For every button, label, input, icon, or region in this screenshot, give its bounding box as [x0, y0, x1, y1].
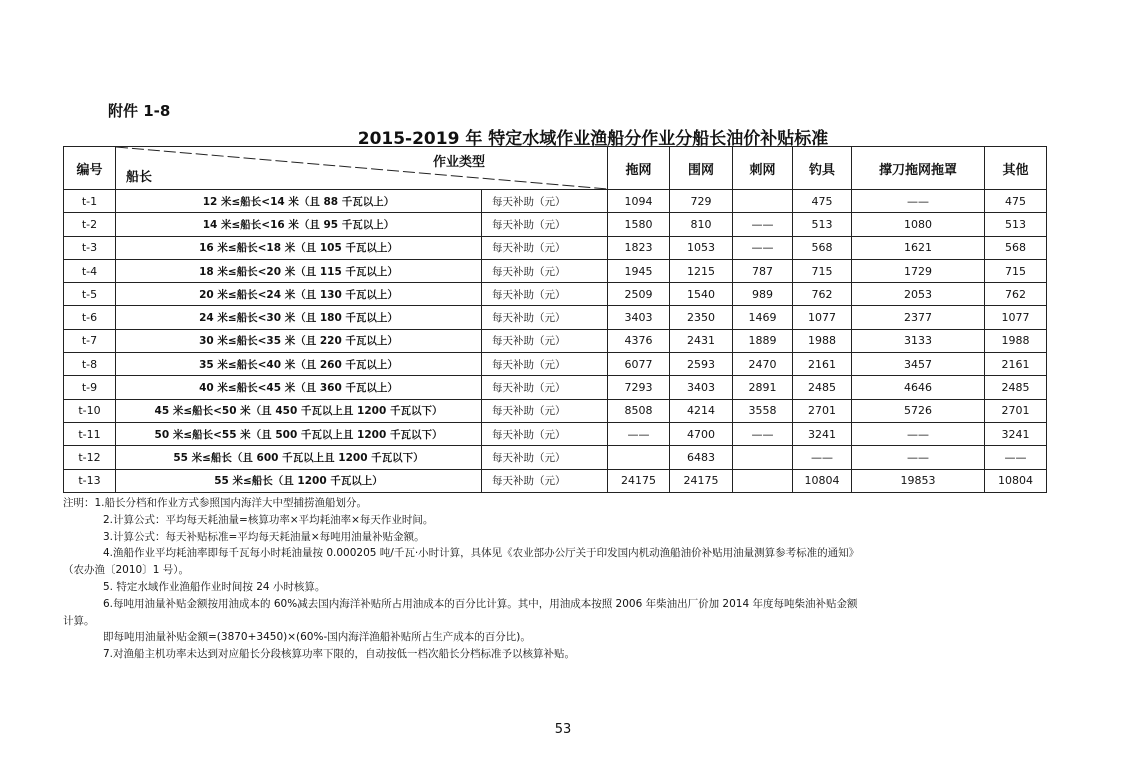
trawl-value: 7293	[608, 376, 670, 399]
purse-seine-value: 3403	[670, 376, 733, 399]
unit-label: 每天补助（元）	[482, 283, 608, 306]
row-number: t-2	[64, 213, 116, 236]
purse-seine-value: 729	[670, 190, 733, 213]
note-line: 注明：1.船长分档和作业方式参照国内海洋大中型捕捞渔船划分。	[63, 497, 368, 509]
trawl-value: 1823	[608, 236, 670, 259]
row-number: t-10	[64, 399, 116, 422]
vessel-length-range: 30 米≤船长<35 米（且 220 千瓦以上）	[116, 329, 482, 352]
vessel-length-range: 45 米≤船长<50 米（且 450 千瓦以上且 1200 千瓦以下）	[116, 399, 482, 422]
unit-label: 每天补助（元）	[482, 446, 608, 469]
hook-line-value: 715	[793, 259, 852, 282]
table-row	[64, 283, 1047, 306]
attachment-label: 附件 1-8	[108, 102, 171, 120]
trawl-value: 2509	[608, 283, 670, 306]
row-number: t-6	[64, 306, 116, 329]
trawl-value: 1945	[608, 259, 670, 282]
hook-line-value: 475	[793, 190, 852, 213]
header-other: 其他	[985, 147, 1047, 190]
header-trawl: 拖网	[608, 147, 670, 190]
row-number: t-7	[64, 329, 116, 352]
purse-seine-value: 2593	[670, 353, 733, 376]
table-row	[64, 259, 1047, 282]
header-row	[64, 147, 1047, 190]
header-hook-line: 钓具	[793, 147, 852, 190]
hook-line-value: 513	[793, 213, 852, 236]
gillnet-value: 2891	[733, 376, 793, 399]
other-value: 762	[985, 283, 1047, 306]
stow-trawl-value: 4646	[852, 376, 985, 399]
table-row	[64, 353, 1047, 376]
note-line: 6.每吨用油量补贴金额按用油成本的 60%减去国内海洋补贴所占用油成本的百分比计算。其中，用油成本按照 2006 年柴油出厂价加 2014 年度每吨柴油补贴金额	[103, 597, 858, 610]
note-line: 3.计算公式：每天补贴标准=平均每天耗油量×每吨用油量补贴金额。	[103, 530, 425, 543]
purse-seine-value: 810	[670, 213, 733, 236]
vessel-length-range: 20 米≤船长<24 米（且 130 千瓦以上）	[116, 283, 482, 306]
row-number: t-13	[64, 469, 116, 492]
hook-line-value: 1988	[793, 329, 852, 352]
stow-trawl-value: 3457	[852, 353, 985, 376]
gillnet-value: ——	[733, 422, 793, 445]
row-number: t-3	[64, 236, 116, 259]
header-purse-seine: 围网	[670, 147, 733, 190]
purse-seine-value: 6483	[670, 446, 733, 469]
gillnet-value: 989	[733, 283, 793, 306]
vessel-length-range: 24 米≤船长<30 米（且 180 千瓦以上）	[116, 306, 482, 329]
unit-label: 每天补助（元）	[482, 236, 608, 259]
vessel-length-range: 40 米≤船长<45 米（且 360 千瓦以上）	[116, 376, 482, 399]
gillnet-value: 787	[733, 259, 793, 282]
gillnet-value: 1889	[733, 329, 793, 352]
table-title: 2015-2019 年 特定水域作业渔船分作业分船长油价补贴标准	[357, 129, 829, 149]
trawl-value: 1580	[608, 213, 670, 236]
table-row	[64, 329, 1047, 352]
note-line: （农办渔〔2010〕1 号）。	[63, 564, 189, 577]
unit-label: 每天补助（元）	[482, 469, 608, 492]
vessel-length-range: 55 米≤船长（且 600 千瓦以上且 1200 千瓦以下）	[116, 446, 482, 469]
table-row	[64, 236, 1047, 259]
header-stow-trawl: 撑刀拖网拖罩	[852, 147, 985, 190]
vessel-length-range: 12 米≤船长<14 米（且 88 千瓦以上）	[116, 190, 482, 213]
other-value: 3241	[985, 422, 1047, 445]
purse-seine-value: 1053	[670, 236, 733, 259]
stow-trawl-value: ——	[852, 422, 985, 445]
header-vessel-length: 船长	[126, 170, 153, 185]
note-line: 7.对渔船主机功率未达到对应船长分段核算功率下限的，自动按低一档次船长分档标准予以核算补贴。	[103, 648, 576, 661]
header-work-type: 作业类型	[432, 155, 485, 170]
gillnet-value	[733, 190, 793, 213]
unit-label: 每天补助（元）	[482, 422, 608, 445]
unit-label: 每天补助（元）	[482, 376, 608, 399]
hook-line-value: 1077	[793, 306, 852, 329]
other-value: 1988	[985, 329, 1047, 352]
gillnet-value: 2470	[733, 353, 793, 376]
gillnet-value: 1469	[733, 306, 793, 329]
row-number: t-4	[64, 259, 116, 282]
stow-trawl-value: 3133	[852, 329, 985, 352]
vessel-length-range: 18 米≤船长<20 米（且 115 千瓦以上）	[116, 259, 482, 282]
stow-trawl-value: 1080	[852, 213, 985, 236]
gillnet-value: ——	[733, 213, 793, 236]
page-number: 53	[554, 722, 572, 737]
table-row	[64, 213, 1047, 236]
stow-trawl-value: 5726	[852, 399, 985, 422]
table-row	[64, 469, 1047, 492]
stow-trawl-value: ——	[852, 446, 985, 469]
trawl-value: ——	[608, 422, 670, 445]
purse-seine-value: 1540	[670, 283, 733, 306]
header-diagonal-cell	[116, 147, 608, 190]
purse-seine-value: 2431	[670, 329, 733, 352]
trawl-value: 1094	[608, 190, 670, 213]
trawl-value: 8508	[608, 399, 670, 422]
table-row	[64, 376, 1047, 399]
trawl-value: 6077	[608, 353, 670, 376]
hook-line-value: 762	[793, 283, 852, 306]
table-row	[64, 190, 1047, 213]
unit-label: 每天补助（元）	[482, 329, 608, 352]
purse-seine-value: 4214	[670, 399, 733, 422]
stow-trawl-value: 2377	[852, 306, 985, 329]
hook-line-value: 2485	[793, 376, 852, 399]
header-number: 编号	[64, 147, 116, 190]
gillnet-value	[733, 446, 793, 469]
other-value: ——	[985, 446, 1047, 469]
row-number: t-5	[64, 283, 116, 306]
stow-trawl-value: 2053	[852, 283, 985, 306]
vessel-length-range: 35 米≤船长<40 米（且 260 千瓦以上）	[116, 353, 482, 376]
vessel-length-range: 50 米≤船长<55 米（且 500 千瓦以上且 1200 千瓦以下）	[116, 422, 482, 445]
row-number: t-1	[64, 190, 116, 213]
table-row	[64, 306, 1047, 329]
other-value: 568	[985, 236, 1047, 259]
note-line: 5. 特定水域作业渔船作业时间按 24 小时核算。	[103, 580, 326, 593]
vessel-length-range: 14 米≤船长<16 米（且 95 千瓦以上）	[116, 213, 482, 236]
other-value: 2161	[985, 353, 1047, 376]
unit-label: 每天补助（元）	[482, 399, 608, 422]
row-number: t-11	[64, 422, 116, 445]
stow-trawl-value: 1729	[852, 259, 985, 282]
unit-label: 每天补助（元）	[482, 306, 608, 329]
hook-line-value: ——	[793, 446, 852, 469]
gillnet-value: 3558	[733, 399, 793, 422]
unit-label: 每天补助（元）	[482, 259, 608, 282]
row-number: t-8	[64, 353, 116, 376]
stow-trawl-value: ——	[852, 190, 985, 213]
note-line: 4.渔船作业平均耗油率即每千瓦每小时耗油量按 0.000205 吨/千瓦·小时计算，具体见《农业部办公厅关于印发国内机动渔船油价补贴用油量测算参考标准的通知》	[103, 547, 860, 560]
hook-line-value: 2161	[793, 353, 852, 376]
trawl-value: 3403	[608, 306, 670, 329]
gillnet-value: ——	[733, 236, 793, 259]
row-number: t-12	[64, 446, 116, 469]
vessel-length-range: 16 米≤船长<18 米（且 105 千瓦以上）	[116, 236, 482, 259]
table-row	[64, 399, 1047, 422]
hook-line-value: 2701	[793, 399, 852, 422]
other-value: 513	[985, 213, 1047, 236]
hook-line-value: 3241	[793, 422, 852, 445]
hook-line-value: 10804	[793, 469, 852, 492]
trawl-value: 4376	[608, 329, 670, 352]
purse-seine-value: 2350	[670, 306, 733, 329]
unit-label: 每天补助（元）	[482, 213, 608, 236]
trawl-value	[608, 446, 670, 469]
notes	[63, 495, 1048, 663]
gillnet-value	[733, 469, 793, 492]
purse-seine-value: 4700	[670, 422, 733, 445]
purse-seine-value: 1215	[670, 259, 733, 282]
table-row	[64, 446, 1047, 469]
other-value: 2701	[985, 399, 1047, 422]
vessel-length-range: 55 米≤船长（且 1200 千瓦以上）	[116, 469, 482, 492]
diagonal-line	[116, 147, 608, 189]
purse-seine-value: 24175	[670, 469, 733, 492]
note-line: 计算。	[63, 614, 95, 627]
other-value: 1077	[985, 306, 1047, 329]
subsidy-table	[63, 146, 1047, 493]
hook-line-value: 568	[793, 236, 852, 259]
note-line: 2.计算公式：平均每天耗油量=核算功率×平均耗油率×每天作业时间。	[103, 513, 434, 526]
note-line: 即每吨用油量补贴金额=(3870+3450)×(60%-国内海洋渔船补贴所占生产成本的百分比)。	[103, 631, 531, 644]
stow-trawl-value: 19853	[852, 469, 985, 492]
stow-trawl-value: 1621	[852, 236, 985, 259]
other-value: 2485	[985, 376, 1047, 399]
trawl-value: 24175	[608, 469, 670, 492]
other-value: 715	[985, 259, 1047, 282]
table-row	[64, 422, 1047, 445]
header-gillnet: 刺网	[733, 147, 793, 190]
unit-label: 每天补助（元）	[482, 190, 608, 213]
row-number: t-9	[64, 376, 116, 399]
unit-label: 每天补助（元）	[482, 353, 608, 376]
other-value: 475	[985, 190, 1047, 213]
other-value: 10804	[985, 469, 1047, 492]
